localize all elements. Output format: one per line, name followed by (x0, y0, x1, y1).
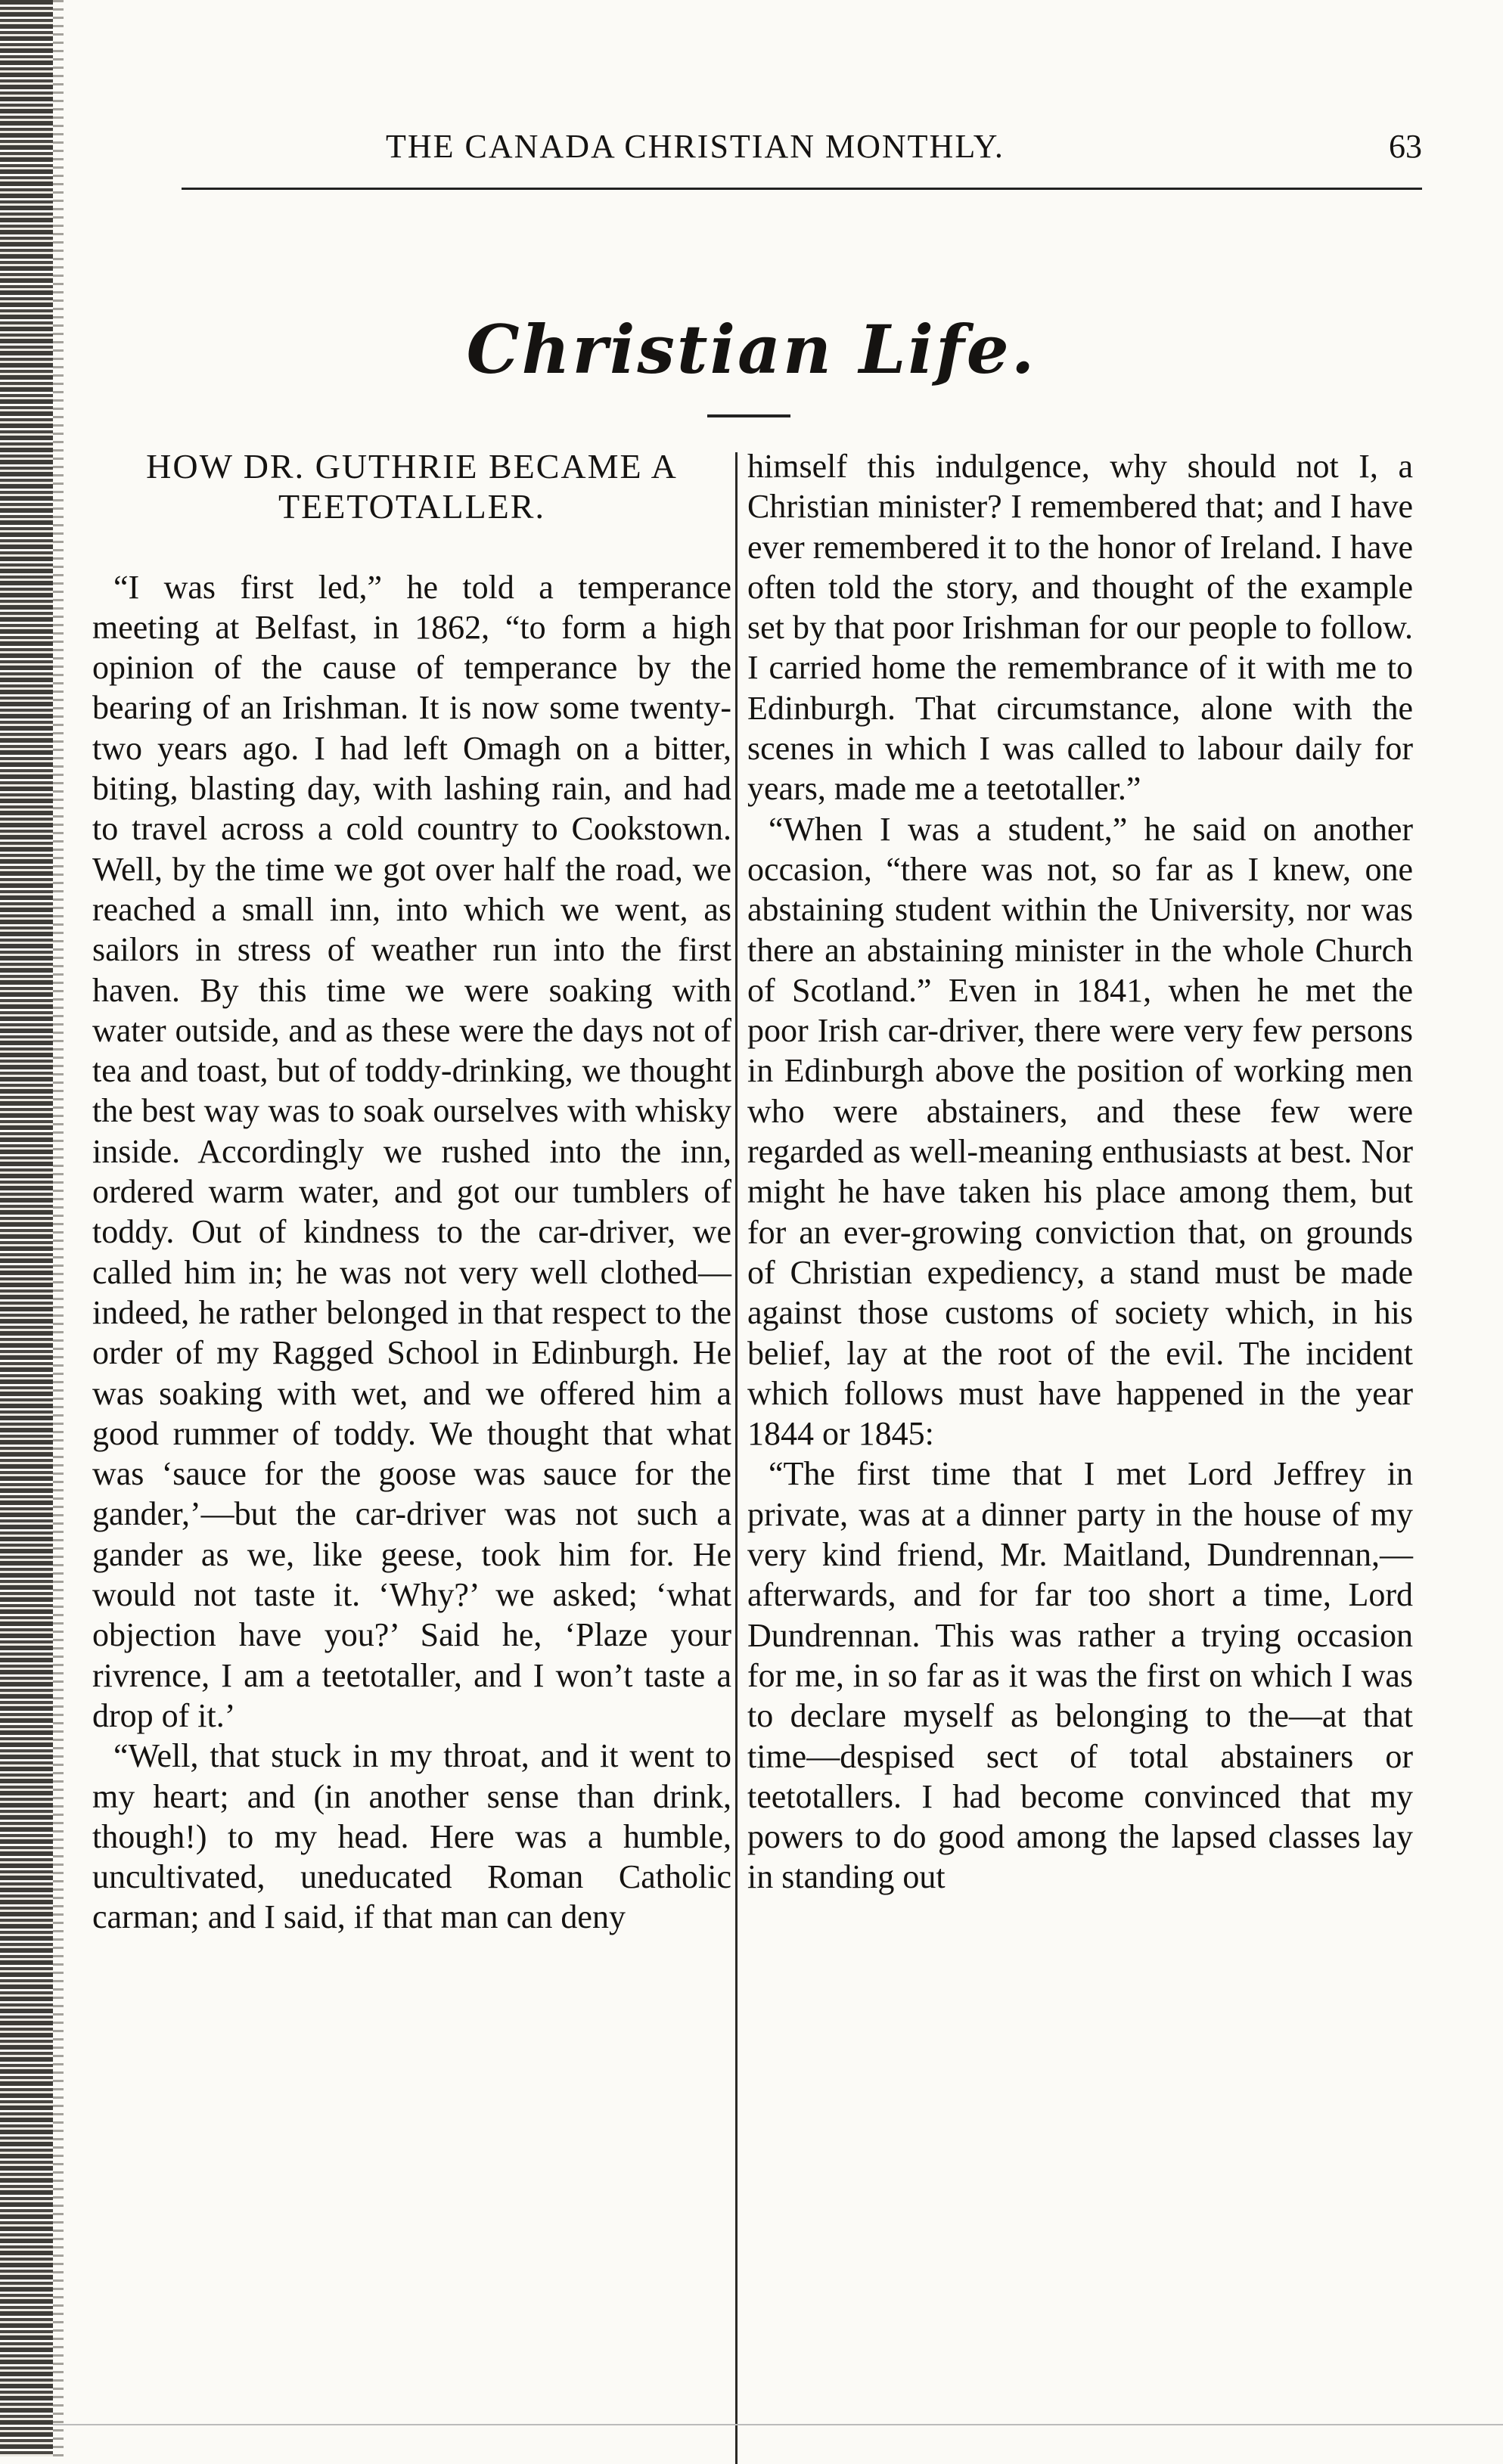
column-divider (735, 452, 738, 2464)
page-number: 63 (1389, 128, 1422, 165)
article-paragraph: “I was first led,” he told a temperance meeting at Belfast, in 1862, “to form a high opinion of the cause of temperance by the bearing of an Irishman. It is now some twenty-two years ago. I had left Omagh on a bitter, biting, blasting day, with lashing rain, and had to travel across a cold country to Cookstown. Well, by the time we got over half the road, we reached a small inn, into which we went, as sailors in stress of weather run into the first haven. By this time we were soaking with water outside, and as these were the days not of tea and toast, but of toddy-drinking, we thought the best way was to soak ourselves with whisky inside. Accordingly we rushed into the inn, ordered warm water, and got our tumblers of toddy. Out of kindness to the car-driver, we called him in; he was not very well clothed—indeed, he rather belonged in that respect to the order of my Ragged School in Edinburgh. He was soaking with wet, and we offered him a good rummer of toddy. We thought that what was ‘sauce for the goose was sauce for the gander,’—but the car-driver was not such a gander as we, like geese, took him for. He would not taste it. ‘Why?’ we asked; ‘what objection have you?’ Said he, ‘Plaze your rivrence, I am a teetotaller, and I won’t taste a drop of it.’ (92, 568, 731, 1734)
article-title: HOW DR. GUTHRIE BECAME A TEETOTALLER. (146, 447, 678, 526)
title-rule (707, 414, 790, 417)
page-bottom-edge (53, 2424, 1503, 2425)
article-paragraph: “Well, that stuck in my throat, and it went to my heart; and (in another sense than drink, though!) to my head. Here was a humble, uncultivated, uneducated Roman Catholic carman; and I said, if that man can deny (92, 1737, 731, 1936)
running-header (182, 127, 1422, 180)
article-paragraph: “The first time that I met Lord Jeffrey in private, was at a dinner party in the house of my very kind friend, Mr. Maitland, Dundrennan,—afterwards, and for far too short a time, Lord Dundrennan. This was rather a trying occasion for me, in so far as it was the first on which I was to declare myself as belonging to the—at that time—despised sect of total abstainers or teetotallers. I had become convinced that my powers to do good among the lapsed classes lay in standing out (747, 1455, 1413, 1896)
section-title: Christian Life. (466, 310, 1037, 389)
header-rule (182, 188, 1422, 190)
running-title: THE CANADA CHRISTIAN MONTHLY. (386, 128, 1005, 165)
article-paragraph: “When I was a student,” he said on another occasion, “there was not, so far as I knew, one abstaining student within the University, nor was there an abstaining minister in the whole Church of Scotland.” Even in 1841, when he met the poor Irish car-driver, there were very few persons in Edinburgh above the position of working men who were abstainers, and these few were regarded as well-meaning enthusiasts at best. Nor might he have taken his place among them, but for an ever-growing conviction that, on grounds of Christian expediency, a stand must be made against those customs of society which, in his belief, lay at the root of the evil. The incident which follows must have happened in the year 1844 or 1845: (747, 810, 1413, 1453)
left-column (92, 446, 731, 1938)
article-paragraph: himself this indulgence, why should not I, a Christian minister? I remembered that; and I have ever remembered it to the honor of Ireland. I have often told the story, and thought of the example set by that poor Irishman for our people to follow. I carried home the remembrance of it with me to Edinburgh. That circumstance, alone with the scenes in which I was called to labour daily for years, made me a teetotaller.” (747, 448, 1413, 808)
right-column (747, 446, 1413, 1898)
